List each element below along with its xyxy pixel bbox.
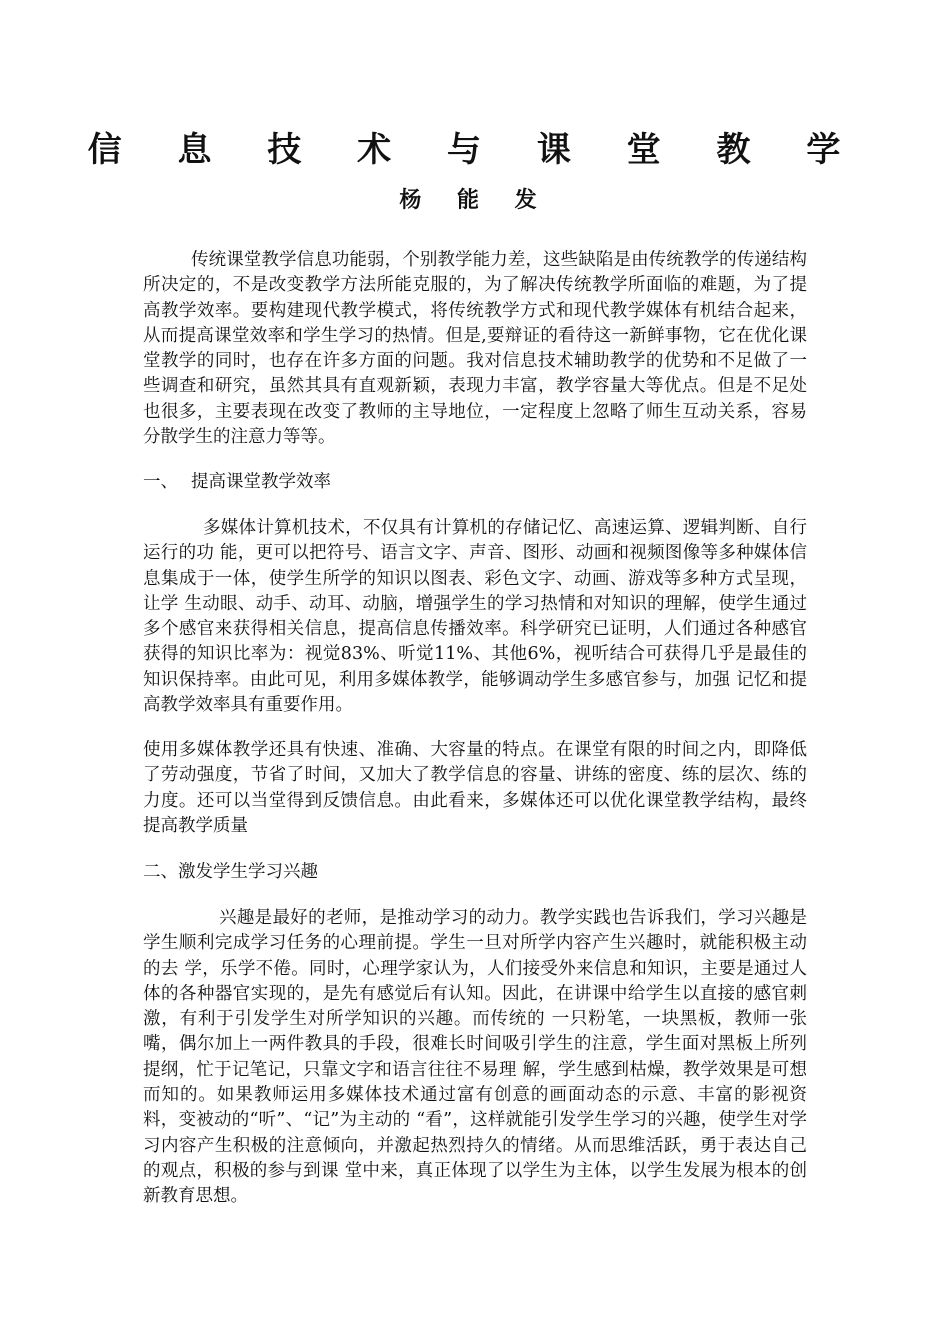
section-1-heading-text: 提高课堂教学效率 [191,472,331,492]
section-2-heading: 二、激发学生学习兴趣 [143,862,318,882]
document-title: 信 息 技 术 与 课 堂 教 学 [87,130,863,170]
document-author: 杨 能 发 [399,188,551,213]
section-2-paragraph-1: 兴趣是最好的老师，是推动学习的动力。教学实践也告诉我们，学习兴趣是学生顺利完成学习任务的心理前提。学生一旦对所学内容产生兴趣时，就能积极主动的去 学，乐学不倦。同时，心理学家认为，人们接受外来信息和知识，主要是通过人体的各种器官实现的，是先有感觉后有认知。因此，在讲课中给学生以直接的感官刺激，有利于引发学生对所学知识的兴趣。而传统的 一只粉笔，一块黑板，教师一张嘴，偶尔加上一两件教具的手段，很难长时间吸引学生的注意，学生面对黑板上所列提纲，忙于记笔记，只靠文字和语言往往不易理 解，学生感到枯燥，教学效果是可想而知的。如果教师运用多媒体技术通过富有创意的画面动态的示意、丰富的影视资料，变被动的“听”、“记”为主动的 “看”，这样就能引发学生学习的兴趣，使学生对学习内容产生积极的注意倾向，并激起热烈持久的情绪。从而思维活跃，勇于表达自己的观点，积极的参与到课 堂中来，真正体现了以学生为主体，以学生发展为根本的创新教育思想。 [143,908,807,1207]
section-1-paragraph-1: 多媒体计算机技术，不仅具有计算机的存储记忆、高速运算、逻辑判断、自行运行的功 能，更可以把符号、语言文字、声音、图形、动画和视频图像等多种媒体信息集成于一体，使学生所学的知识以图表、彩色文字、动画、游戏等多种方式呈现，让学 生动眼、动手、动耳、动脑，增强学生的学习热情和对知识的理解，使学生通过多个感官来获得相关信息，提高信息传播效率。科学研究已证明，人们通过各种感官 获得的知识比率为：视觉83%、听觉11%、其他6%，视听结合可获得几乎是最佳的知识保持率。由此可见，利用多媒体教学，能够调动学生多感官参与，加强 记忆和提高教学效率具有重要作用。 [143,518,807,716]
section-1-paragraph-2: 使用多媒体教学还具有快速、准确、大容量的特点。在课堂有限的时间之内，即降低了劳动强度，节省了时间，又加大了教学信息的容量、讲练的密度、练的层次、练的力度。还可以当堂得到反馈信息。由此看来，多媒体还可以优化课堂教学结构，最终提高教学质量 [143,740,807,836]
section-1-heading [143,470,807,495]
section-1-number: 一、 [143,472,178,492]
intro-paragraph: 传统课堂教学信息功能弱，个别教学能力差，这些缺陷是由传统教学的传递结构所决定的，不是改变教学方法所能克服的，为了解决传统教学所面临的难题，为了提高教学效率。要构建现代教学模式，将传统教学方式和现代教学媒体有机结合起来，从而提高课堂效率和学生学习的热情。但是,要辩证的看待这一新鲜事物，它在优化课堂教学的同时，也存在许多方面的问题。我对信息技术辅助教学的优势和不足做了一些调查和研究，虽然其具有直观新颖，表现力丰富，教学容量大等优点。但是不足处也很多，主要表现在改变了教师的主导地位，一定程度上忽略了师生互动关系，容易分散学生的注意力等等。 [143,250,807,448]
